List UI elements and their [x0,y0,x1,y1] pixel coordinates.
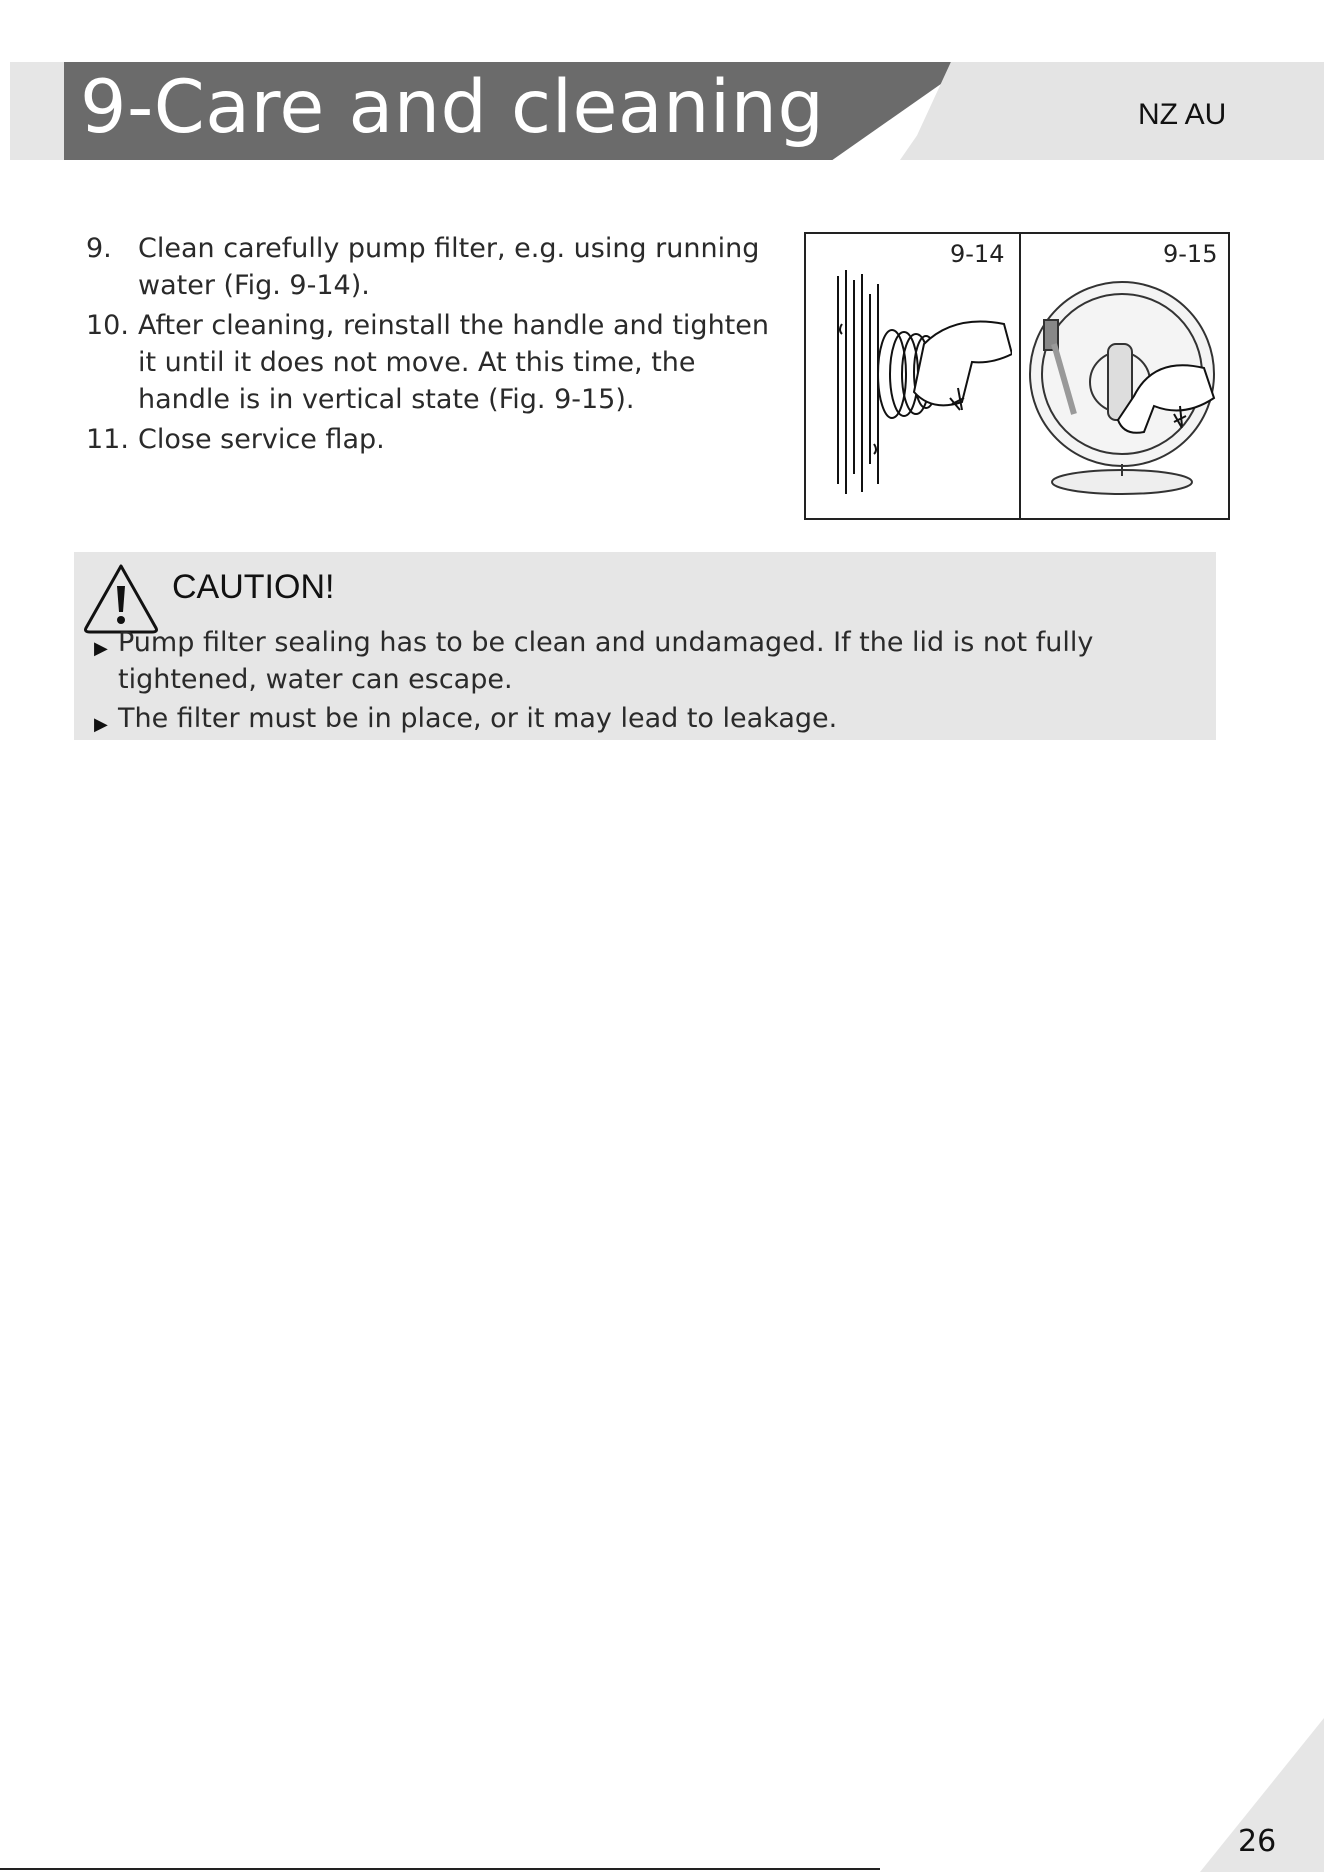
caution-text: Pump filter sealing has to be clean and undamaged. If the lid is not fully tightened, water can escape. [118,627,1094,695]
step-text: Clean carefully pump filter, e.g. using running water (Fig. 9-14). [138,233,760,301]
figure-label-9-15: 9-15 [1163,240,1218,268]
region-tab [900,62,1324,160]
caution-item [94,624,1198,698]
caution-box [74,552,1216,740]
steps-list [86,230,786,461]
page-number: 26 [1238,1824,1277,1859]
figure-divider [1019,234,1021,518]
step-text: Close service flap. [138,424,385,455]
page-title: 9-Care and cleaning [80,65,825,150]
caution-title: CAUTION! [172,568,335,606]
step-text: After cleaning, reinstall the handle and tighten it until it does not move. At this time, the handle is in vertical state (Fig. 9-15). [138,310,769,415]
step-number: 10. [86,310,129,341]
step-item [86,230,786,304]
caution-text: The filter must be in place, or it may lead to leakage. [118,703,838,734]
step-item [86,421,786,458]
caution-item [94,700,1198,737]
region-label: NZ AU [1138,98,1227,131]
step-number: 11. [86,424,129,455]
bottom-rule [0,1868,880,1870]
step-item [86,307,786,418]
figure-label-9-14: 9-14 [950,240,1005,268]
bullet-arrow-icon: ▶ [94,638,108,659]
step-number: 9. [86,233,112,264]
handle-vertical-illustration [1024,264,1228,514]
figure-panel [804,232,1230,520]
bullet-arrow-icon: ▶ [94,714,108,735]
filter-rinse-illustration [812,264,1012,514]
